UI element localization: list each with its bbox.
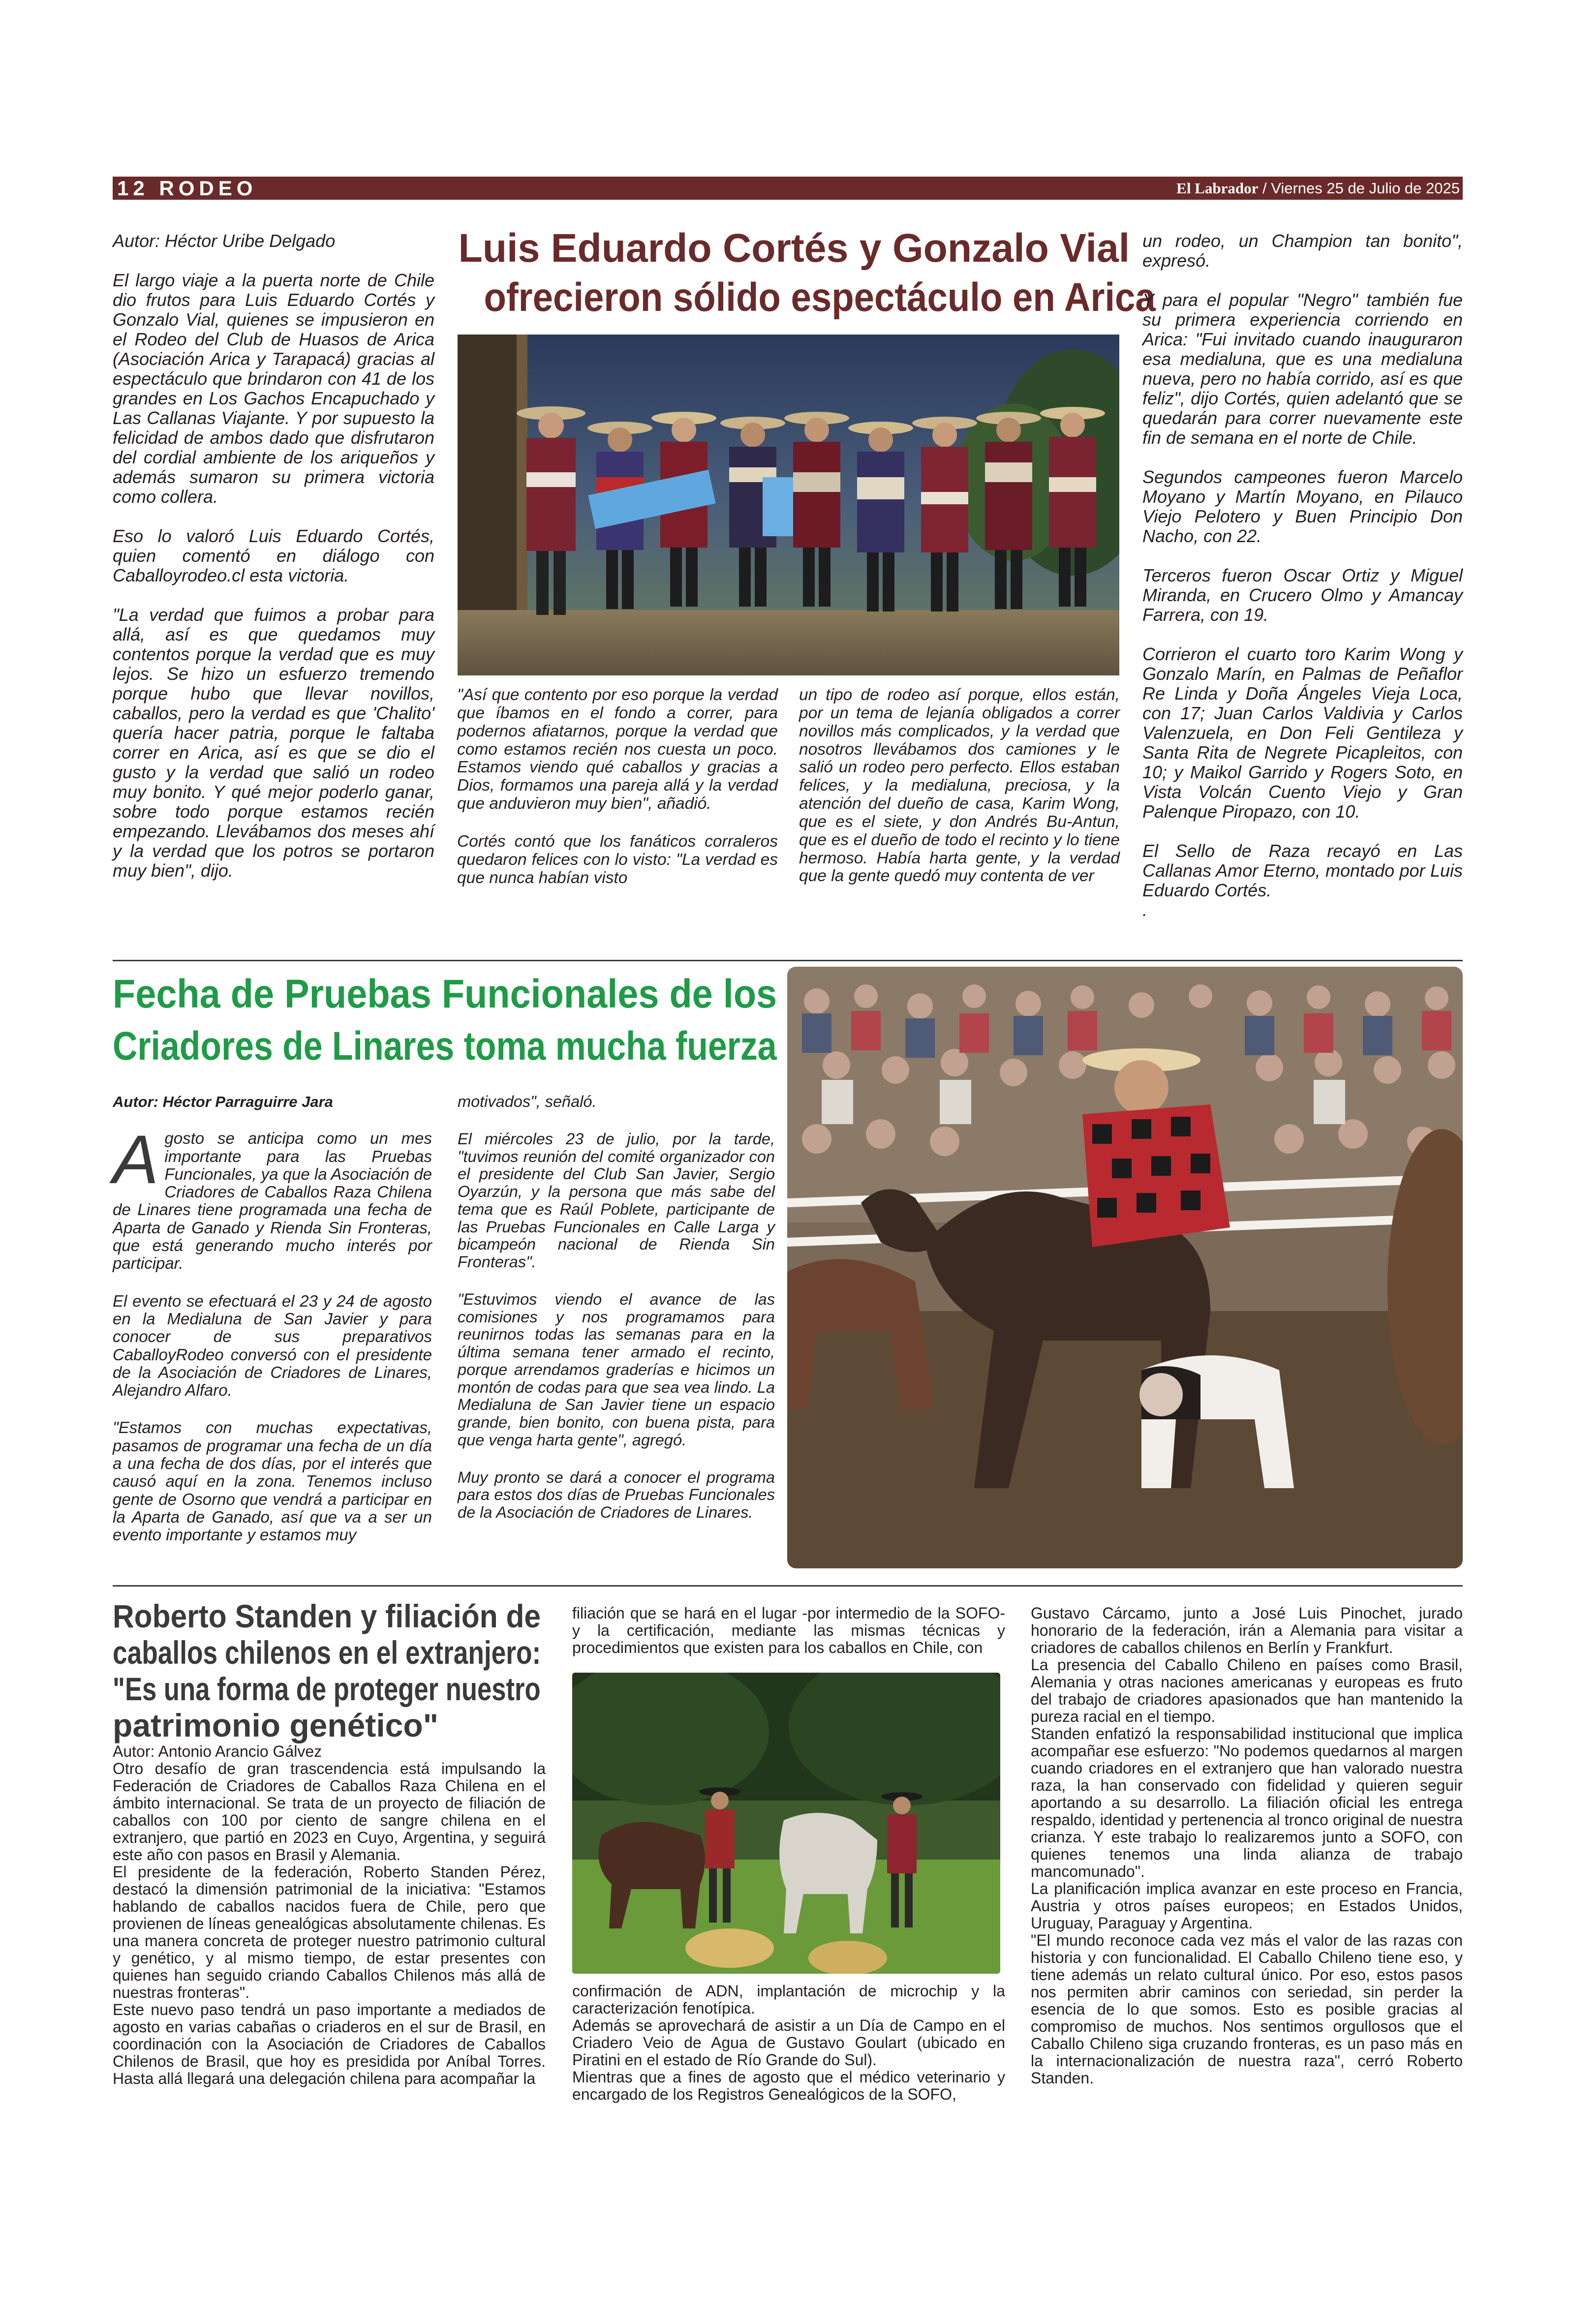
- article3-paragraph: filiación que se hará en el lugar -por intermedio de la SOFO- y la certificación, mediante las mismas técnicas y procedimientos que existen para los caballos en Chile, con: [572, 1604, 1005, 1656]
- article3-col1: [113, 1743, 546, 2087]
- article2-col1: [113, 1093, 432, 1564]
- article3-paragraph: Este nuevo paso tendrá un paso importante a mediados de agosto en varias cabañas o criaderos en el sur de Brasil, en coordinación con la Asociación de Criadores de Caballos Chilenos de Brasil, que hoy es presidida por Aníbal Torres. Hasta allá llegará una delegación chilena para acompañar la: [113, 2001, 546, 2087]
- article2-col2: [458, 1093, 775, 1541]
- group-of-huasos-photo: [458, 335, 1119, 675]
- article1-paragraph: Cortés contó que los fanáticos corraleros quedaron felices con lo visto: "La verdad es que nunca habían visto: [457, 832, 778, 887]
- article2-photo: [787, 967, 1463, 1568]
- article3-col2-bottom: [572, 1983, 1005, 2103]
- article3-headline: [113, 1598, 541, 1743]
- article2-headline-line: Fecha de Pruebas Funcionales de los: [113, 972, 777, 1016]
- article1-paragraph: El largo viaje a la puerta norte de Chile dio frutos para Luis Eduardo Cortés y Gonzalo Vial, quienes se impusieron en el Rodeo del Club de Huasos de Arica (Asociación Arica y Tarapacá) gracias al espectáculo que brindaron con 41 de los grandes en Los Gachos Encapuchado y Las Callanas Viajante. Y por supuesto la felicidad de ambos dado que disfrutaron del cordial ambiente de los ariqueños y además sumaron su primera victoria como collera.: [113, 270, 434, 507]
- article1-paragraph: "La verdad que fuimos a probar para allá, así es que quedamos muy contentos porque la verdad que es muy lejos. Se hizo un esfuerzo tremendo porque hubo que llevar novillos, caballos, pero la verdad es que 'Chalito' quería hacer patria, porque le faltaba correr en Arica, así es que se dio el gusto y la verdad que salió un rodeo muy bonito. Y qué mejor poderlo ganar, sobre todo porque estamos recién empezando. Llevábamos dos meses ahí y la verdad que los potros se portaron muy bien", dijo.: [113, 605, 434, 881]
- article1-col2: [457, 686, 778, 907]
- article3-paragraph: La planificación implica avanzar en este proceso en Francia, Austria y otros países europeos; en Estados Unidos, Uruguay, Paraguay y Argentina.: [1031, 1880, 1463, 1932]
- article3-headline-line: Roberto Standen y filiación de: [113, 1598, 541, 1634]
- article1-col1: [113, 231, 434, 900]
- article1-paragraph: Y para el popular "Negro" también fue su primera experiencia corriendo en Arica: "Fui invitado cuando inauguraron esa medialuna, que es una medialuna nueva, pero no había corrido, así es que feliz", dijo Cortés, quien adelantó que se quedarán para correr nuevamente este fin de semana en el norte de Chile.: [1142, 290, 1463, 448]
- article1-paragraph: Terceros fueron Oscar Ortiz y Miguel Miranda, en Crucero Olmo y Amancay Farrera, con 19.: [1142, 565, 1463, 625]
- article1-photo: [458, 335, 1119, 675]
- article1-headline-line: ofrecieron sólido espectáculo en Arica: [484, 275, 1156, 320]
- publication-date: / Viernes 25 de Julio de 2025: [1258, 180, 1460, 197]
- article1-paragraph: Segundos campeones fueron Marcelo Moyano y Martín Moyano, en Pilauco Viejo Pelotero y Buen Principio Don Nacho, con 22.: [1142, 467, 1463, 546]
- horses-in-field-photo: [572, 1673, 1000, 1974]
- article2-paragraph: El evento se efectuará el 23 y 24 de agosto en la Medialuna de San Javier y para conocer de sus preparativos CaballoyRodeo conversó con el presidente de la Asociación de Criadores de Linares, Alejandro Alfaro.: [113, 1291, 432, 1400]
- article1-headline-line: Luis Eduardo Cortés y Gonzalo Vial: [458, 226, 1130, 271]
- article3-paragraph: Además se aprovechará de asistir a un Día de Campo en el Criadero Veio de Agua de Gustavo Goulart (ubicado en Piratini en el estado de Río Grande do Sul).: [572, 2017, 1005, 2069]
- article1-col4: [1142, 231, 1463, 940]
- article3-author: Autor: Antonio Arancio Gálvez: [113, 1743, 322, 1760]
- article1-headline: [453, 224, 1156, 322]
- page-section-label: 12 RODEO: [117, 177, 257, 200]
- article3-headline-line: caballos chilenos en el extranjero:: [113, 1634, 541, 1671]
- article1-paragraph: "Así que contento por eso porque la verdad que íbamos en el fondo a correr, para podernos afiatarnos, porque la verdad que como estamos recién nos cuesta un poco. Estamos viendo qué caballos y gracias a Dios, formamos una pareja allá y la verdad que anduvieron muy bien", añadió.: [457, 686, 778, 813]
- publication-name: El Labrador: [1176, 180, 1259, 197]
- article2-paragraph: "Estamos con muchas expectativas, pasamos de programar una fecha de un día a una fecha de dos días, por el interés que causó aquí en la zona. Tenemos incluso gente de Osorno que vendrá a participar en la Aparta de Ganado, así que va a ser un evento importante y estamos muy: [113, 1418, 432, 1544]
- article3-photo: [572, 1673, 1000, 1974]
- article2-dropcap: A: [113, 1121, 159, 1198]
- article3-paragraph: Mientras que a fines de agosto que el médico veterinario y encargado de los Registros Genealógicos de la SOFO,: [572, 2068, 1005, 2103]
- article3-col3: [1031, 1605, 1463, 2087]
- article2-paragraph: "Estuvimos viendo el avance de las comisiones y nos programamos para reunirnos todas las semanas para en la última semana tener armado el recinto, porque arrendamos graderías e hicimos un montón de codas para que sea vea lindo. La Medialuna de San Javier tiene un espacio grande, bien bonito, con buena pista, para que venga harta gente", agregó.: [458, 1290, 775, 1449]
- article2-headline-line: Criadores de Linares toma mucha fuerza: [113, 1024, 777, 1069]
- article1-paragraph: .: [1142, 900, 1148, 920]
- article2-headline: [113, 968, 777, 1072]
- article2-paragraph: Muy pronto se dará a conocer el programa para estos dos días de Pruebas Funcionales de la Asociación de Criadores de Linares.: [458, 1468, 775, 1521]
- article3-col2-top: [572, 1605, 1005, 1656]
- article3-headline-line: "Es una forma de proteger nuestro: [113, 1671, 541, 1707]
- publication-dateline: [1176, 177, 1460, 200]
- article1-paragraph: un rodeo, un Champion tan bonito", expresó.: [1142, 231, 1463, 271]
- article3-paragraph: "El mundo reconoce cada vez más el valor de las razas con historia y con funcionalidad. El Caballo Chileno tiene eso, y tiene además un relato cultural único. Por eso, estos pasos nos permiten abrir caminos con seriedad, sin perder la esencia de lo que somos. Esto es posible gracias al compromiso de muchos. Nos sentimos orgullosos que el Caballo Chileno siga cruzando fronteras, es un paso más en la internacionalización de nuestra raza", cerró Roberto Standen.: [1031, 1931, 1463, 2087]
- article3-paragraph: confirmación de ADN, implantación de microchip y la caracterización fenotípica.: [572, 1982, 1005, 2017]
- article2-paragraph: motivados", señaló.: [458, 1093, 597, 1110]
- article2-author: Autor: Héctor Parraguirre Jara: [113, 1093, 333, 1110]
- article2-lead-text: gosto se anticipa como un mes importante para las Pruebas Funcionales, ya que la Asociación de Criadores de Caballos Raza Chilena de Linares tiene programada una fecha de Aparta de Ganado y Rienda Sin Fronteras, que está generando mucho interés por participar.: [113, 1129, 432, 1273]
- article3-paragraph: Otro desafío de gran trascendencia está impulsando la Federación de Criadores de Caballos Raza Chilena en el ámbito internacional. Se trata de un proyecto de filiación de caballos con 100 por ciento de sangre chilena en el extranjero, que partió en 2023 en Cuyo, Argentina, y seguirá este año con pasos en Brasil y Alemania.: [113, 1760, 546, 1864]
- article3-paragraph: Gustavo Cárcamo, junto a José Luis Pinochet, jurado honorario de la federación, irán a Alemania para visitar a criadores de caballos chilenos en Berlín y Frankfurt.: [1031, 1604, 1463, 1656]
- article1-paragraph: Corrieron el cuarto toro Karim Wong y Gonzalo Marín, en Palmas de Peñaflor Re Linda y Doña Ángeles Vieja Loca, con 17; Juan Carlos Valdivia y Carlos Valenzuela, en Don Feli Gentileza y Santa Rita de Negrete Picapleitos, con 10; y Maikol Garrido y Rogers Soto, en Vista Volcán Cuento Viejo y Gran Palenque Piropazo, con 10.: [1142, 644, 1463, 822]
- huaso-rodeo-action-photo: [787, 967, 1463, 1568]
- article3-paragraph: El presidente de la federación, Roberto Standen Pérez, destacó la dimensión patrimonial de la iniciativa: "Estamos hablando de caballos nacidos fuera de Chile, pero que provienen de líneas genealógicas absolutamente chilenas. Es una manera concreta de proteger nuestro patrimonio cultural y genético, y al mismo tiempo, de estar presentes con quienes han seguido criando Caballos Chilenos más allá de nuestras fronteras".: [113, 1863, 546, 2001]
- article2-paragraph: [113, 1121, 432, 1273]
- article1-author: Autor: Héctor Uribe Delgado: [113, 231, 336, 251]
- article3-paragraph: La presencia del Caballo Chileno en países como Brasil, Alemania y otras naciones americanas y europeas es fruto del trabajo de criadores apasionados que han mantenido la pureza racial en el tiempo.: [1031, 1656, 1463, 1725]
- article1-paragraph: un tipo de rodeo así porque, ellos están, por un tema de lejanía obligados a correr novillos más complicados, y la verdad que nosotros llevábamos dos camiones y le salió un rodeo pero perfecto. Ellos estaban felices, y la medialuna, preciosa, y la atención del dueño de casa, Karim Wong, que es el siete, y don Andrés Bu-Antun, que es el dueño de todo el recinto y lo tiene hermoso. Había harta gente, y la verdad que la gente quedó muy contenta de ver: [799, 686, 1120, 886]
- article3-paragraph: Standen enfatizó la responsabilidad institucional que implica acompañar ese esfuerzo: "No podemos quedarnos al margen cuando criadores en el extranjero que han valorado nuestra raza, la han conservado con fidelidad y quieren seguir aportando a su desarrollo. La filiación oficial les entrega respaldo, identidad y pertenencia al tronco original de nuestra crianza. Y este trabajo lo realizaremos junto a SOFO, con quienes tenemos una linda alianza de trabajo mancomunado".: [1031, 1725, 1463, 1880]
- section-divider: [113, 960, 1463, 961]
- article1-col3: [799, 686, 1120, 905]
- article1-paragraph: Eso lo valoró Luis Eduardo Cortés, quien comentó en diálogo con Caballoyrodeo.cl esta victoria.: [113, 526, 434, 585]
- section-divider: [113, 1585, 1463, 1587]
- article3-headline-line: patrimonio genético": [113, 1707, 438, 1743]
- article2-paragraph: El miércoles 23 de julio, por la tarde, "tuvimos reunión del comité organizador con el presidente del Club San Javier, Sergio Oyarzún, y la persona que más sabe del tema que es Raúl Poblete, participante de las Pruebas Funcionales en Calle Larga y bicampeón nacional de Rienda Sin Fronteras".: [458, 1130, 775, 1271]
- article1-paragraph: El Sello de Raza recayó en Las Callanas Amor Eterno, montado por Luis Eduardo Cortés.: [1142, 841, 1463, 900]
